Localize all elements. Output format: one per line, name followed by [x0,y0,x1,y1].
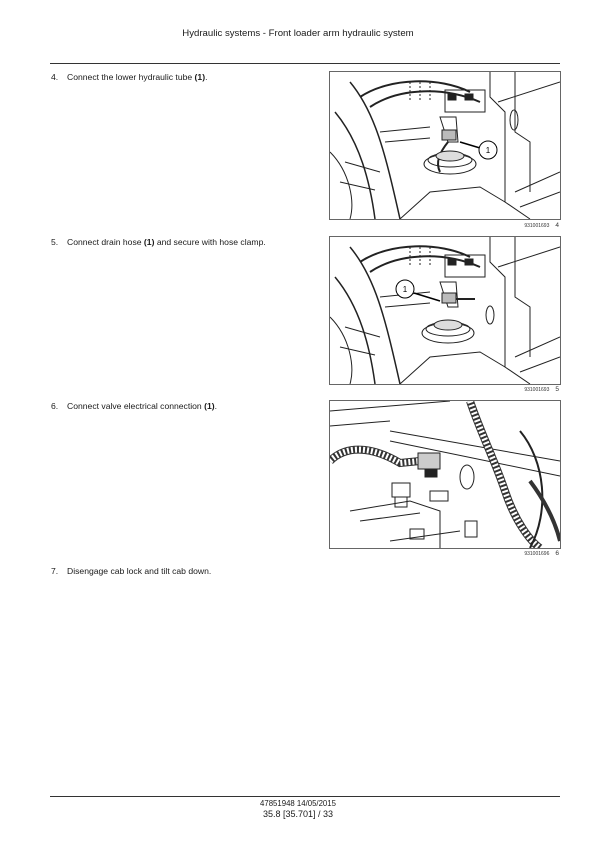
step-callout-ref: (1) [143,237,155,247]
step-number: 6. [51,401,59,411]
step-callout-ref: (1) [194,72,206,82]
figure-number: 6 [555,550,559,557]
step-text: Connect the lower hydraulic tube [67,72,195,82]
step-text-end: and secure with hose clamp. [154,237,266,247]
figure-number: 4 [555,222,559,229]
footer-page-number: 35.8 [35.701] / 33 [262,809,334,819]
figure-4-caption [329,222,559,229]
step-text: Connect drain hose [67,237,144,247]
figure-id: 931001693 [524,387,550,393]
figure-id: 931001696 [524,551,550,557]
step-text: Disengage cab lock and tilt cab down. [67,566,212,576]
step-callout-ref: (1) [204,401,215,411]
page-header-title: Hydraulic systems - Front loader arm hydraulic system [182,28,414,39]
step-number: 7. [51,566,59,576]
figure-5-caption [329,386,559,393]
figure-number: 5 [555,386,559,393]
figure-6-caption [329,550,559,557]
footer-divider [50,796,560,797]
footer-document-id: 47851948 14/05/2015 [260,799,336,808]
step-text: Connect valve electrical connection [67,401,205,411]
step-number: 5. [51,237,59,247]
step-text-end: . [214,401,218,411]
figure-4-image [329,71,561,220]
figure-6-image [329,400,561,549]
step-6 [51,401,217,412]
step-4 [51,72,207,83]
figure-5-image [329,236,561,385]
figure-id: 931001693 [524,223,550,229]
figure-4-callout: 1 [485,146,491,155]
step-text-end: . [205,72,208,82]
figure-5-callout: 1 [402,285,408,294]
step-7 [51,566,211,577]
step-number: 4. [51,72,59,82]
step-5 [51,237,266,248]
header-divider [50,63,560,64]
